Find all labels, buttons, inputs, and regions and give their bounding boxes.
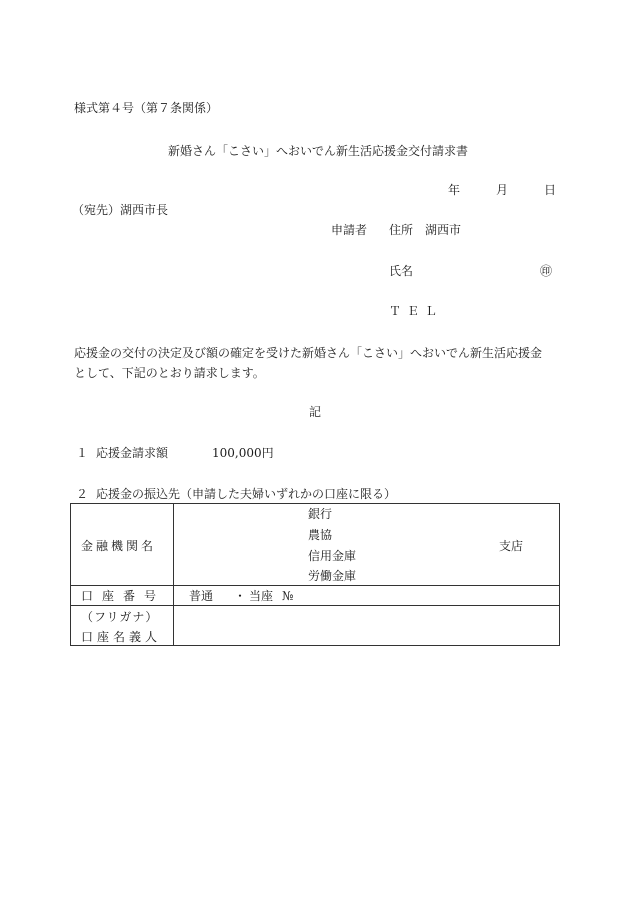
branch-label: 支店: [499, 539, 524, 553]
account-type-ordinary: 普通: [189, 589, 214, 603]
date-day-label: 日: [544, 183, 557, 197]
account-type-separator: ・: [234, 589, 247, 603]
item1-number: １: [76, 446, 89, 460]
bank-account-table: [70, 503, 560, 646]
account-number-label: 口座番号: [81, 589, 166, 603]
item1-label: 応援金請求額: [96, 446, 169, 460]
document-title: 新婚さん「こさい」へおいでん新生活応援金交付請求書: [168, 144, 469, 158]
body-text-line-1: 応援金の交付の決定及び額の確定を受けた新婚さん「こさい」へおいでん新生活応援金: [74, 346, 543, 360]
name-label: 氏名: [389, 264, 414, 278]
table-row-divider: [71, 605, 559, 606]
financial-institution-label: 金融機関名: [81, 539, 157, 553]
date-year-label: 年: [448, 183, 461, 197]
ki-label: 記: [309, 405, 322, 419]
furigana-label: （フリガナ）: [81, 610, 159, 624]
item1-amount: 100,000円: [212, 446, 274, 460]
date-month-label: 月: [496, 183, 509, 197]
institution-rodo-kinko: 労働金庫: [308, 569, 357, 583]
address-label: 住所: [389, 223, 414, 237]
institution-shinyo-kinko: 信用金庫: [308, 549, 357, 563]
item2-label: 応援金の振込先（申請した夫婦いずれかの口座に限る）: [96, 487, 397, 501]
form-number: 様式第４号（第７条関係）: [74, 101, 219, 115]
account-number-mark: №: [282, 589, 294, 603]
institution-nokyo: 農協: [308, 528, 333, 542]
applicant-label: 申請者: [331, 223, 368, 237]
seal-mark: ㊞: [540, 264, 553, 278]
address-value: 湖西市: [425, 223, 462, 237]
table-column-divider: [173, 504, 174, 645]
addressee: （宛先）湖西市長: [72, 203, 169, 217]
institution-bank: 銀行: [308, 507, 333, 521]
body-text-line-2: として、下記のとおり請求します。: [74, 366, 265, 380]
tel-label: ＴＥＬ: [389, 304, 444, 318]
account-type-current: 当座: [249, 589, 274, 603]
account-holder-label: 口座名義人: [81, 630, 162, 644]
table-row-divider: [71, 585, 559, 586]
item2-number: ２: [76, 487, 89, 501]
